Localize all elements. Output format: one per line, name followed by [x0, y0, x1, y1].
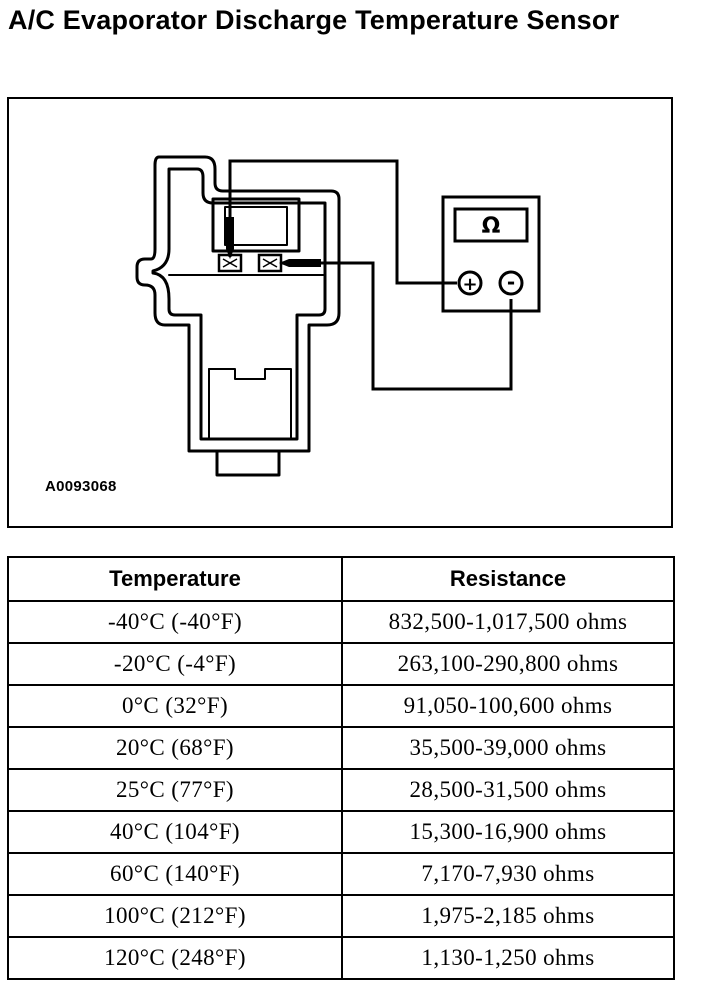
temperature-cell: 40°C (104°F): [8, 811, 342, 853]
positive-test-lead: [230, 161, 457, 283]
resistance-cell: 263,100-290,800 ohms: [342, 643, 674, 685]
resistance-cell: 15,300-16,900 ohms: [342, 811, 674, 853]
temperature-cell: 100°C (212°F): [8, 895, 342, 937]
header-resistance: Resistance: [342, 557, 674, 601]
negative-terminal-label: -: [506, 270, 516, 294]
table-row: [8, 895, 674, 937]
resistance-cell: 91,050-100,600 ohms: [342, 685, 674, 727]
table-row: [8, 853, 674, 895]
diagram-drawing: [9, 99, 675, 530]
resistance-spec-table: [7, 556, 675, 980]
resistance-cell: 28,500-31,500 ohms: [342, 769, 674, 811]
temperature-cell: 25°C (77°F): [8, 769, 342, 811]
resistance-cell: 7,170-7,930 ohms: [342, 853, 674, 895]
temperature-cell: -20°C (-4°F): [8, 643, 342, 685]
sensor-lower-body: [209, 369, 291, 439]
sensor-plug: [217, 451, 279, 475]
temperature-cell: 0°C (32°F): [8, 685, 342, 727]
ohm-symbol: Ω: [481, 214, 501, 239]
table-row: [8, 727, 674, 769]
table-row: [8, 769, 674, 811]
negative-probe-tip: [279, 259, 321, 267]
resistance-cell: 1,130-1,250 ohms: [342, 937, 674, 979]
table-row: [8, 685, 674, 727]
figure-id: A0093068: [45, 478, 117, 495]
positive-probe-tip: [226, 217, 234, 259]
table-row: [8, 643, 674, 685]
temperature-cell: -40°C (-40°F): [8, 601, 342, 643]
temperature-cell: 20°C (68°F): [8, 727, 342, 769]
table-row: [8, 937, 674, 979]
resistance-cell: 35,500-39,000 ohms: [342, 727, 674, 769]
temperature-cell: 120°C (248°F): [8, 937, 342, 979]
connector-window-inner: [225, 207, 287, 245]
resistance-cell: 832,500-1,017,500 ohms: [342, 601, 674, 643]
temperature-cell: 60°C (140°F): [8, 853, 342, 895]
positive-terminal-label: +: [462, 274, 478, 295]
table-row: [8, 811, 674, 853]
resistance-cell: 1,975-2,185 ohms: [342, 895, 674, 937]
table-header-row: [8, 557, 674, 601]
sensor-test-diagram: [7, 97, 673, 528]
sensor-housing-outer: [137, 157, 339, 451]
header-temperature: Temperature: [8, 557, 342, 601]
table-row: [8, 601, 674, 643]
page-title: A/C Evaporator Discharge Temperature Sensor: [8, 5, 620, 35]
